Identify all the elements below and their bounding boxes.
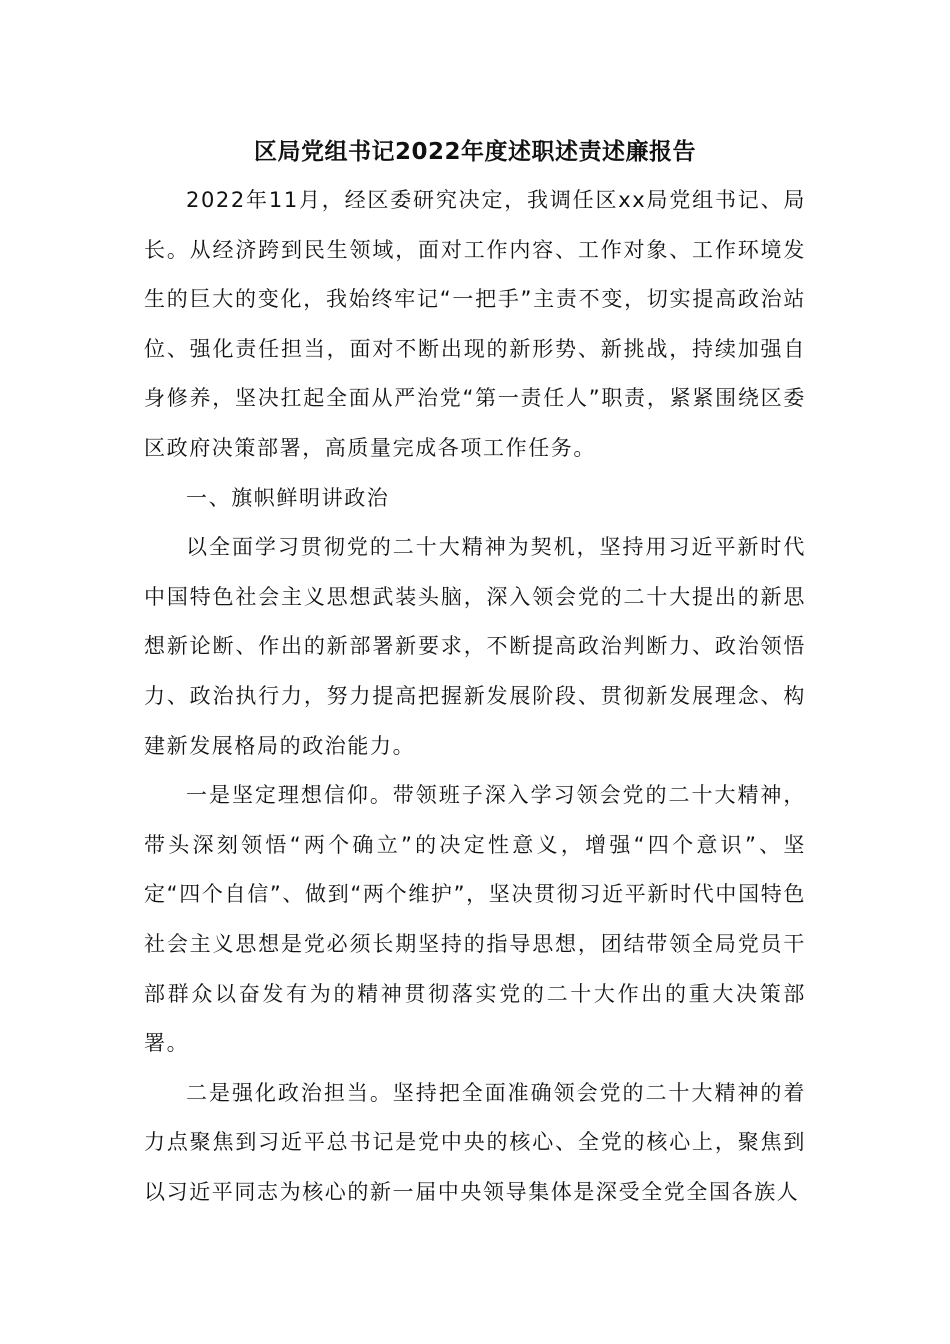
paragraph-intro: 2022年11月，经区委研究决定，我调任区xx局党组书记、局长。从经济跨到民生领域，面对工作内容、工作对象、工作环境发生的巨大的变化，我始终牢记“一把手”主责不变，切实提高政治站位、强化责任担当，面对不断出现的新形势、新挑战，持续加强自身修养，坚决扛起全面从严治党“第一责任人”职责，紧紧围绕区委区政府决策部署，高质量完成各项工作任务。 [144,188,806,460]
section-heading-politics: 一、旗帜鲜明讲政治 [186,485,390,510]
document-body [144,176,806,1217]
paragraph-section-intro: 以全面学习贯彻党的二十大精神为契机，坚持用习近平新时代中国特色社会主义思想武装头脑，深入领会党的二十大提出的新思想新论断、作出的新部署新要求，不断提高政治判断力、政治领悟力、政治执行力，努力提高把握新发展阶段、贯彻新发展理念、构建新发展格局的政治能力。 [144,535,806,758]
document-title: 区局党组书记2022年度述职述责述廉报告 [253,139,696,165]
paragraph-point-one: 一是坚定理想信仰。带领班子深入学习领会党的二十大精神，带头深刻领悟“两个确立”的决定性意义，增强“四个意识”、坚定“四个自信”、做到“两个维护”，坚决贯彻习近平新时代中国特色社会主义思想是党必须长期坚持的指导思想，团结带领全局党员干部群众以奋发有为的精神贯彻落实党的二十大作出的重大决策部署。 [144,783,806,1056]
paragraph-point-two: 二是强化政治担当。坚持把全面准确领会党的二十大精神的着力点聚焦到习近平总书记是党中央的核心、全党的核心上，聚焦到以习近平同志为核心的新一届中央领导集体是深受全党全国各族人 [144,1080,806,1204]
